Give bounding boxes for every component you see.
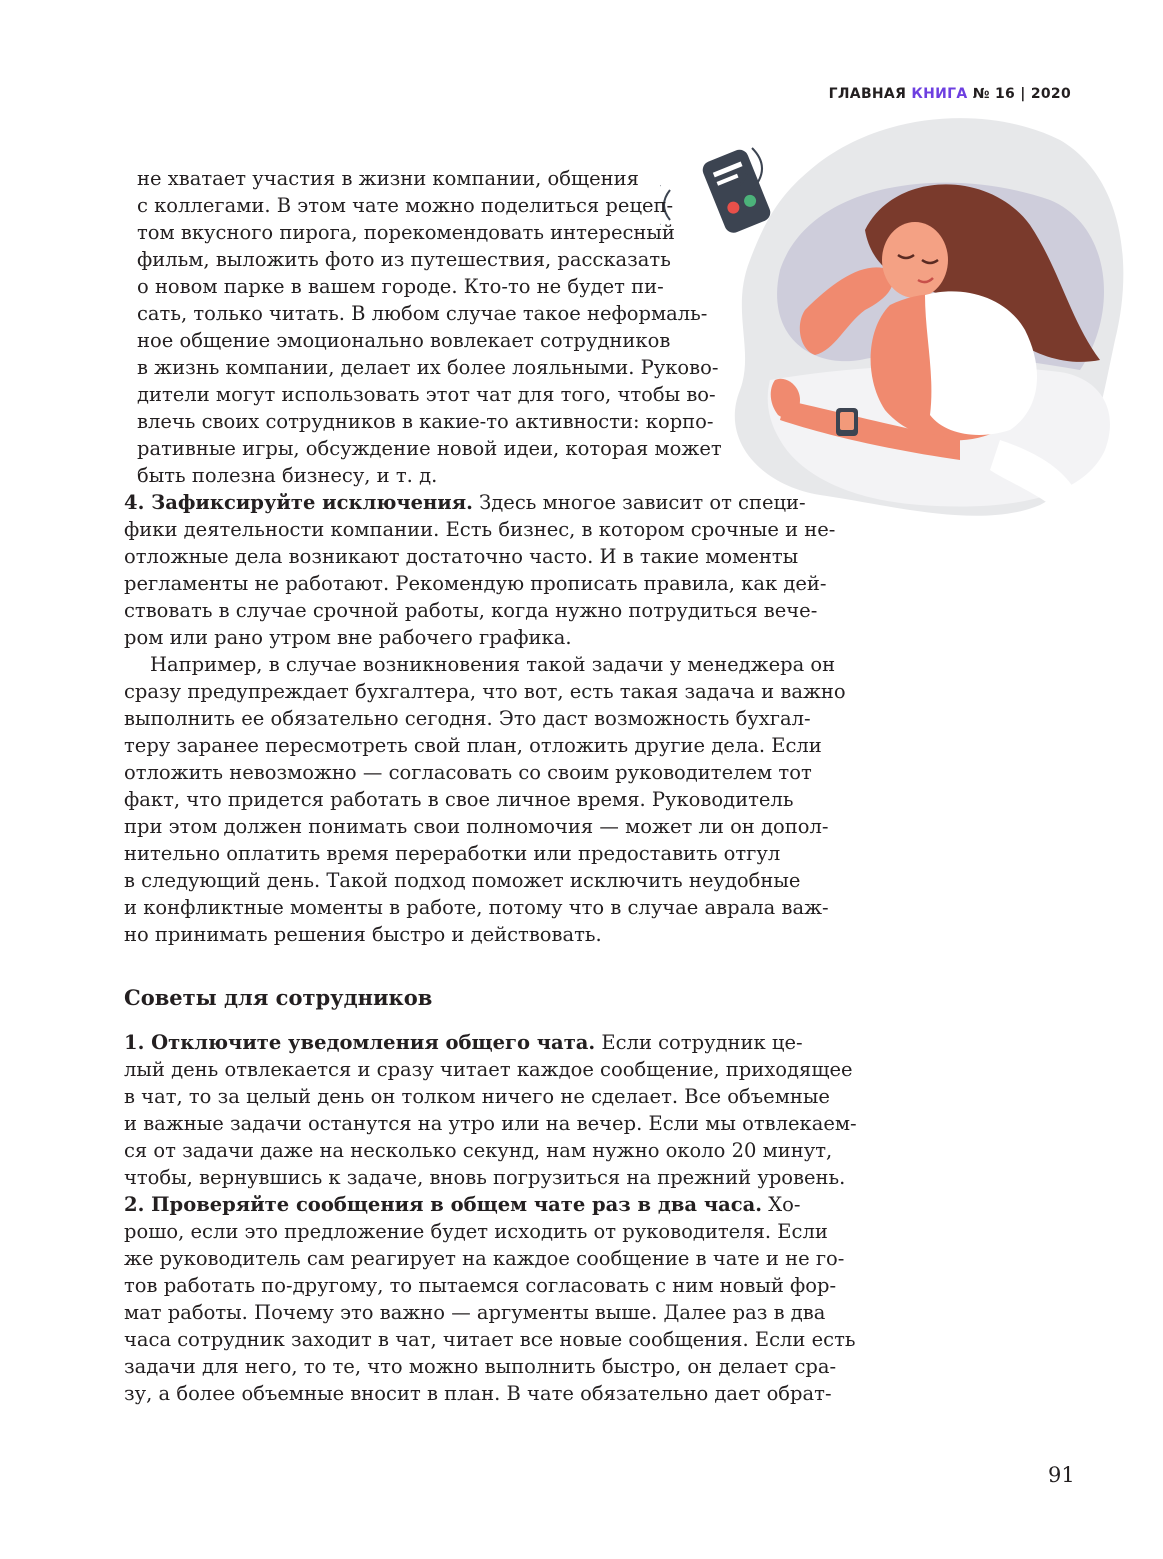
text-line: при этом должен понимать свои полномочия — может ли он допол- [124, 815, 829, 838]
header-issue: № 16 | 2020 [972, 86, 1071, 102]
text-line: рошо, если это предложение будет исходить от руководителя. Если [124, 1220, 828, 1243]
text-line: отложные дела возникают достаточно часто. И в такие моменты [124, 545, 799, 568]
text-line: не хватает участия в жизни компании, общения [137, 167, 639, 190]
tip1-heading: 1. Отключите уведомления общего чата. [124, 1031, 596, 1054]
face [882, 222, 948, 298]
text-line: быть полезна бизнесу, и т. д. [137, 464, 438, 487]
magazine-header [829, 86, 1071, 102]
text-line: зу, а более объемные вносит в план. В чате обязательно дает обрат- [124, 1382, 832, 1405]
text-line: влечь своих сотрудников в какие-то активности: корпо- [137, 410, 714, 433]
text-line: том вкусного пирога, порекомендовать интересный [137, 221, 675, 244]
text-line: факт, что придется работать в свое личное время. Руководитель [124, 788, 794, 811]
tip2-text-start: Хо- [762, 1193, 801, 1216]
text-line: с коллегами. В этом чате можно поделиться рецеп- [137, 194, 674, 217]
text-line: фики деятельности компании. Есть бизнес, в котором срочные и не- [124, 518, 836, 541]
item4-heading: 4. Зафиксируйте исключения. [124, 491, 473, 514]
tip1-heading-line [124, 1029, 803, 1056]
text-line: в чат, то за целый день он толком ничего не сделает. Все объемные [124, 1085, 830, 1108]
text-line: ное общение эмоционально вовлекает сотрудников [137, 329, 671, 352]
item4-heading-line [124, 489, 806, 516]
text-line: ся от задачи даже на несколько секунд, нам нужно около 20 минут, [124, 1139, 833, 1162]
item4-text-start: Здесь многое зависит от специ- [472, 491, 806, 514]
text-line: о новом парке в вашем городе. Кто-то не будет пи- [137, 275, 664, 298]
text-line: отложить невозможно — согласовать со своим руководителем тот [124, 761, 812, 784]
text-line: мат работы. Почему это важно — аргументы выше. Далее раз в два [124, 1301, 826, 1324]
tip2-heading: 2. Проверяйте сообщения в общем чате раз в два часа. [124, 1193, 763, 1216]
text-line: тов работать по-другому, то пытаемся согласовать с ним новый фор- [124, 1274, 837, 1297]
text-line: в жизнь компании, делает их более лояльными. Руково- [137, 356, 719, 379]
text-line: и важные задачи останутся на утро или на вечер. Если мы отвлекаем- [124, 1112, 857, 1135]
text-line: выполнить ее обязательно сегодня. Это даст возможность бухгал- [124, 707, 811, 730]
text-line: чтобы, вернувшись к задаче, вновь погрузиться на прежний уровень. [124, 1166, 846, 1189]
text-line: дители могут использовать этот чат для того, чтобы во- [137, 383, 716, 406]
text-line: ром или рано утром вне рабочего графика. [124, 626, 572, 649]
text-line: регламенты не работают. Рекомендую прописать правила, как дей- [124, 572, 827, 595]
text-line: же руководитель сам реагирует на каждое сообщение в чате и не го- [124, 1247, 845, 1270]
tip1-text-start: Если сотрудник це- [595, 1031, 803, 1054]
text-line: теру заранее пересмотреть свой план, отложить другие дела. Если [124, 734, 822, 757]
section-title: Советы для сотрудников [124, 985, 433, 1010]
text-line: Например, в случае возникновения такой задачи у менеджера он [150, 653, 836, 676]
text-line: задачи для него, то те, что можно выполнить быстро, он делает сра- [124, 1355, 837, 1378]
text-line: сразу предупреждает бухгалтера, что вот, есть такая задача и важно [124, 680, 846, 703]
header-title-main: ГЛАВНАЯ [828, 86, 907, 102]
phone-icon [700, 147, 773, 235]
text-line: часа сотрудник заходит в чат, читает все новые сообщения. Если есть [124, 1328, 856, 1351]
text-line: в следующий день. Такой подход поможет исключить неудобные [124, 869, 801, 892]
text-line: сать, только читать. В любом случае такое неформаль- [137, 302, 708, 325]
sleeping-woman-illustration [660, 110, 1130, 520]
page-number: 91 [1048, 1463, 1075, 1487]
text-line: но принимать решения быстро и действовать. [124, 923, 602, 946]
text-line: ративные игры, обсуждение новой идеи, которая может [137, 437, 722, 460]
text-line: нительно оплатить время переработки или предоставить отгул [124, 842, 781, 865]
text-line: фильм, выложить фото из путешествия, рассказать [137, 248, 671, 271]
text-line: ствовать в случае срочной работы, когда нужно потрудиться вече- [124, 599, 818, 622]
text-line: лый день отвлекается и сразу читает каждое сообщение, приходящее [124, 1058, 853, 1081]
text-line: и конфликтные моменты в работе, потому что в случае аврала важ- [124, 896, 829, 919]
header-title-accent: КНИГА [911, 86, 968, 102]
tip2-heading-line [124, 1191, 800, 1218]
